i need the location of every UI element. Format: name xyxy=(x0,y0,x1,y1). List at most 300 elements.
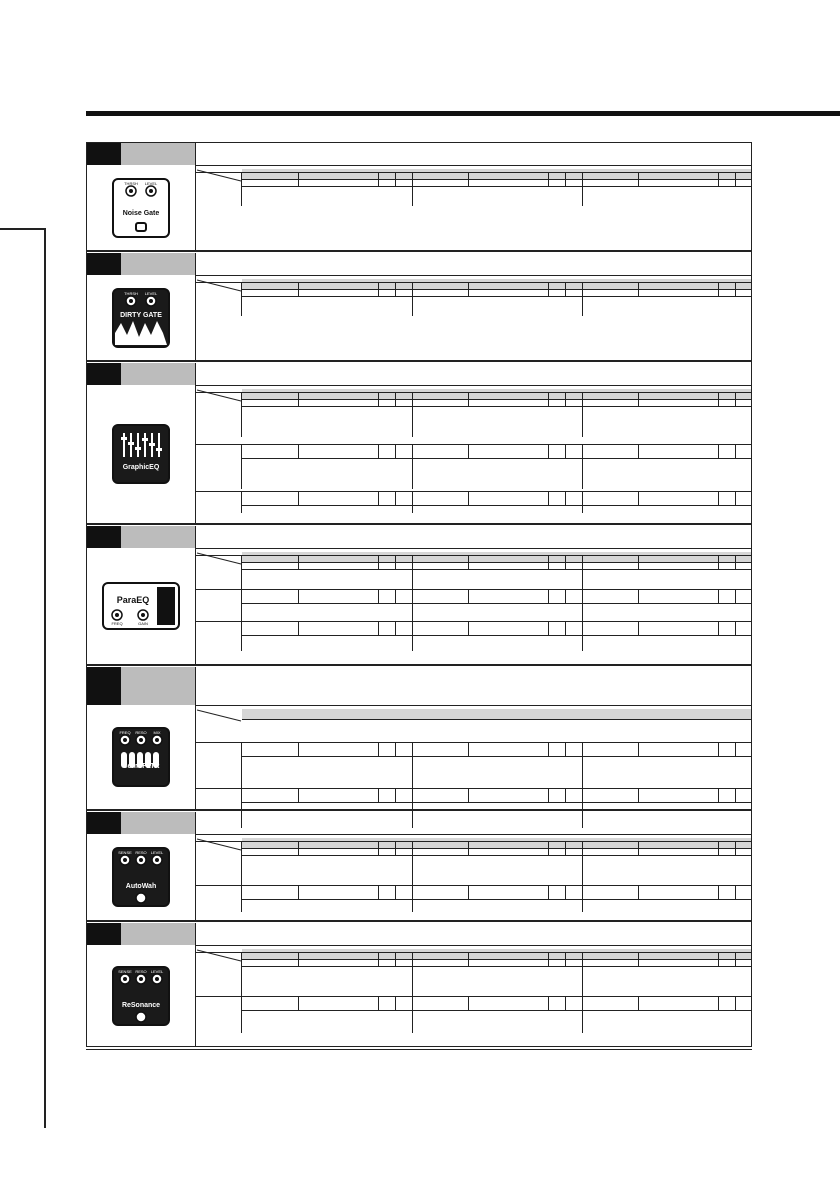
column-divider xyxy=(412,589,413,621)
effect-name-block xyxy=(121,253,195,275)
effect-name-block xyxy=(121,812,195,834)
parameter-cell xyxy=(412,172,582,206)
knob-center-icon xyxy=(123,738,127,742)
column-divider xyxy=(412,952,413,996)
pedal-illustration xyxy=(101,177,181,239)
cell-divider xyxy=(395,556,396,570)
cell-divider xyxy=(735,173,736,187)
parameter-subrow xyxy=(242,842,412,856)
pedal-image-cell xyxy=(87,705,196,809)
cell-divider xyxy=(735,590,736,604)
cell-divider xyxy=(298,886,299,900)
cell-divider xyxy=(468,492,469,506)
parameter-cell xyxy=(242,589,412,621)
knob-label: RESO xyxy=(135,969,147,974)
parameter-row-label xyxy=(195,841,242,885)
column-divider xyxy=(412,555,413,589)
pedal-image-cell xyxy=(87,385,196,523)
effect-number-block xyxy=(87,923,121,945)
knob-center-icon xyxy=(139,738,143,742)
parameter-cell xyxy=(242,952,412,996)
column-divider xyxy=(412,996,413,1033)
parameter-cell xyxy=(412,589,582,621)
column-divider xyxy=(582,952,583,996)
cell-divider xyxy=(735,997,736,1011)
cell-divider xyxy=(638,556,639,570)
cell-divider xyxy=(298,743,299,757)
cell-divider xyxy=(298,492,299,506)
cell-divider xyxy=(638,590,639,604)
parameter-row-label xyxy=(195,621,242,651)
cell-divider xyxy=(298,173,299,187)
cell-divider xyxy=(548,283,549,297)
cell-divider xyxy=(718,590,719,604)
cell-divider xyxy=(548,997,549,1011)
knob-label: LEVEL xyxy=(144,180,158,186)
effect-description xyxy=(195,526,751,549)
cell-divider xyxy=(735,886,736,900)
parameter-subrow xyxy=(582,743,751,757)
parameter-cell xyxy=(242,491,412,513)
parameter-subrow xyxy=(582,173,751,187)
slider-track-icon xyxy=(123,433,125,457)
column-divider xyxy=(412,491,413,513)
cell-divider xyxy=(735,393,736,407)
knob-label: MIX xyxy=(153,730,161,735)
cell-divider xyxy=(378,997,379,1011)
parameter-subrow xyxy=(582,393,751,407)
parameter-subrow xyxy=(412,283,582,297)
cell-divider xyxy=(735,622,736,636)
cell-divider xyxy=(548,622,549,636)
cell-divider xyxy=(298,953,299,967)
cell-divider xyxy=(718,842,719,856)
pedal-image-cell xyxy=(87,275,196,360)
effect-section-graphic-eq xyxy=(87,363,751,525)
cell-divider xyxy=(565,842,566,856)
knob-label: SENSE xyxy=(118,969,132,974)
parameter-subrow xyxy=(412,445,582,459)
cell-divider xyxy=(565,492,566,506)
cell-divider xyxy=(298,842,299,856)
knob-label: THRSH xyxy=(124,290,138,296)
cell-divider xyxy=(548,173,549,187)
parameter-subrow xyxy=(412,743,582,757)
cell-divider xyxy=(638,953,639,967)
cell-divider xyxy=(378,953,379,967)
slider-handle-icon xyxy=(135,447,141,450)
cell-divider xyxy=(638,997,639,1011)
knob-label: GAIN xyxy=(138,621,148,626)
parameter-subrow xyxy=(242,997,412,1011)
cell-divider xyxy=(638,886,639,900)
slider-handle-icon xyxy=(128,442,134,445)
cell-divider xyxy=(565,997,566,1011)
effect-description xyxy=(195,923,751,946)
cell-divider xyxy=(378,789,379,803)
cell-divider xyxy=(378,173,379,187)
effect-name-block xyxy=(121,363,195,385)
column-divider xyxy=(582,841,583,885)
effect-table xyxy=(86,142,752,1047)
column-divider xyxy=(582,555,583,589)
parameter-subrow xyxy=(412,842,582,856)
parameter-subrow xyxy=(582,997,751,1011)
effect-number-block xyxy=(87,143,121,165)
parameter-subrow xyxy=(242,556,412,570)
column-divider xyxy=(412,621,413,651)
pedal-illustration xyxy=(101,575,181,637)
parameter-cell xyxy=(582,841,751,885)
cell-divider xyxy=(565,173,566,187)
parameter-cell xyxy=(412,742,582,788)
parameter-cell xyxy=(582,952,751,996)
cell-divider xyxy=(378,743,379,757)
parameter-subrow xyxy=(242,393,412,407)
cell-divider xyxy=(565,743,566,757)
column-divider xyxy=(412,392,413,437)
cell-divider xyxy=(468,953,469,967)
cell-divider xyxy=(298,997,299,1011)
parameter-subrow xyxy=(582,622,751,636)
column-divider xyxy=(582,885,583,912)
pedal-illustration xyxy=(101,726,181,788)
cell-divider xyxy=(565,789,566,803)
column-divider xyxy=(582,996,583,1033)
cell-divider xyxy=(548,556,549,570)
cell-divider xyxy=(298,622,299,636)
effect-section-comb-fltr xyxy=(87,667,751,811)
effect-name-block xyxy=(121,923,195,945)
effect-number-block xyxy=(87,812,121,834)
parameter-subrow xyxy=(242,789,412,803)
knob-center-icon xyxy=(155,858,159,862)
cell-divider xyxy=(718,789,719,803)
parameter-subrow xyxy=(242,173,412,187)
parameter-cell xyxy=(582,555,751,589)
pedal-name-label: ParaEQ xyxy=(116,595,150,605)
parameter-cell xyxy=(412,996,582,1033)
parameter-subrow xyxy=(242,953,412,967)
pedal-name-label: ReSonance xyxy=(121,1002,161,1009)
cell-divider xyxy=(378,622,379,636)
slider-track-icon xyxy=(158,433,160,457)
cell-divider xyxy=(395,842,396,856)
parameter-subrow xyxy=(582,953,751,967)
column-divider xyxy=(582,392,583,437)
pedal-image-cell xyxy=(87,945,196,1047)
cell-divider xyxy=(395,997,396,1011)
knob-center-icon xyxy=(115,613,119,617)
column-divider xyxy=(412,172,413,206)
top-rule xyxy=(86,111,840,116)
column-divider xyxy=(412,841,413,885)
effect-number-block xyxy=(87,667,121,705)
cell-divider xyxy=(718,743,719,757)
pedal-body xyxy=(113,425,169,483)
cell-divider xyxy=(298,556,299,570)
pedal-illustration xyxy=(101,423,181,485)
parameter-cell xyxy=(242,742,412,788)
parameter-cell xyxy=(242,885,412,912)
knob-label: FREQ xyxy=(111,621,123,626)
effect-name-block xyxy=(121,143,195,165)
slider-track-icon xyxy=(137,433,139,457)
cell-divider xyxy=(468,842,469,856)
cell-divider xyxy=(395,492,396,506)
knob-center-icon xyxy=(155,738,159,742)
cell-divider xyxy=(718,173,719,187)
parameter-cell xyxy=(582,282,751,316)
parameter-cell xyxy=(242,621,412,651)
parameter-row-label xyxy=(195,555,242,589)
effect-section-resonance xyxy=(87,923,751,1047)
parameter-subrow xyxy=(412,622,582,636)
parameter-row-label xyxy=(195,444,242,489)
parameter-cell xyxy=(412,952,582,996)
parameter-cell xyxy=(242,841,412,885)
bottom-rule xyxy=(86,1049,752,1050)
parameter-cell xyxy=(582,621,751,651)
footswitch-icon xyxy=(136,893,146,903)
parameter-row-label xyxy=(195,589,242,621)
parameter-cell xyxy=(412,444,582,489)
column-divider xyxy=(412,742,413,788)
parameter-subrow xyxy=(582,842,751,856)
column-divider xyxy=(582,621,583,651)
cell-divider xyxy=(718,622,719,636)
cell-divider xyxy=(718,886,719,900)
knob-center-icon xyxy=(149,299,153,303)
cell-divider xyxy=(395,886,396,900)
slider-track-icon xyxy=(144,433,146,457)
cell-divider xyxy=(548,842,549,856)
knob-label: RESO xyxy=(135,730,147,735)
parameter-subrow xyxy=(242,622,412,636)
knob-center-icon xyxy=(139,858,143,862)
parameter-subrow xyxy=(582,445,751,459)
effect-section-para-eq xyxy=(87,526,751,666)
effect-number-block xyxy=(87,253,121,275)
cell-divider xyxy=(735,556,736,570)
cell-divider xyxy=(718,393,719,407)
parameter-cell xyxy=(412,282,582,316)
cell-divider xyxy=(395,953,396,967)
slider-handle-icon xyxy=(142,438,148,441)
cell-divider xyxy=(735,283,736,297)
parameter-subrow xyxy=(582,590,751,604)
pedal-image-cell xyxy=(87,165,196,250)
column-divider xyxy=(412,282,413,316)
cell-divider xyxy=(718,492,719,506)
parameter-row-label xyxy=(195,491,242,513)
parameter-row-label xyxy=(195,996,242,1033)
cell-divider xyxy=(378,842,379,856)
knob-center-icon xyxy=(155,977,159,981)
cell-divider xyxy=(548,953,549,967)
parameter-cell xyxy=(582,996,751,1033)
effect-description xyxy=(195,143,751,166)
parameter-subrow xyxy=(242,590,412,604)
parameter-subrow xyxy=(582,556,751,570)
parameter-subrow xyxy=(412,556,582,570)
knob-label: THRSH xyxy=(124,180,138,186)
parameter-cell xyxy=(412,491,582,513)
cell-divider xyxy=(395,743,396,757)
knob-center-icon xyxy=(123,977,127,981)
cell-divider xyxy=(378,886,379,900)
slider-handle-icon xyxy=(121,437,127,440)
cell-divider xyxy=(395,173,396,187)
cell-divider xyxy=(638,283,639,297)
parameter-cell xyxy=(242,282,412,316)
knob-center-icon xyxy=(129,299,133,303)
effect-section-auto-wah xyxy=(87,812,751,922)
cell-divider xyxy=(548,445,549,459)
column-divider xyxy=(412,444,413,489)
knob-label: LEVEL xyxy=(150,850,164,855)
cell-divider xyxy=(638,492,639,506)
cell-divider xyxy=(298,445,299,459)
cell-divider xyxy=(378,492,379,506)
effect-description xyxy=(195,667,751,706)
pedal-image-cell xyxy=(87,834,196,920)
column-divider xyxy=(582,589,583,621)
parameter-subrow xyxy=(412,173,582,187)
parameter-cell xyxy=(412,885,582,912)
parameter-cell xyxy=(242,392,412,437)
cell-divider xyxy=(468,283,469,297)
cell-divider xyxy=(735,789,736,803)
cell-divider xyxy=(565,622,566,636)
parameter-cell xyxy=(242,444,412,489)
column-header-3 xyxy=(582,709,751,720)
cell-divider xyxy=(548,886,549,900)
cell-divider xyxy=(548,789,549,803)
parameter-cell xyxy=(582,885,751,912)
effect-description xyxy=(195,253,751,276)
pedal-image-cell xyxy=(87,548,196,664)
cell-divider xyxy=(638,445,639,459)
cell-divider xyxy=(638,842,639,856)
cell-divider xyxy=(395,283,396,297)
cell-divider xyxy=(565,283,566,297)
parameter-cell xyxy=(582,589,751,621)
slider-handle-icon xyxy=(156,448,162,451)
effect-section-noise-gate xyxy=(87,143,751,252)
cell-divider xyxy=(468,997,469,1011)
parameter-subrow xyxy=(412,590,582,604)
cell-divider xyxy=(378,590,379,604)
cell-divider xyxy=(565,886,566,900)
pedal-illustration xyxy=(101,965,181,1027)
cell-divider xyxy=(718,953,719,967)
effect-number-block xyxy=(87,526,121,548)
cell-divider xyxy=(395,393,396,407)
parameter-subrow xyxy=(582,789,751,803)
parameter-cell xyxy=(582,742,751,788)
parameter-subrow xyxy=(582,283,751,297)
cell-divider xyxy=(395,445,396,459)
cell-divider xyxy=(638,173,639,187)
parameter-cell xyxy=(582,444,751,489)
parameter-row-label xyxy=(195,392,242,437)
cell-divider xyxy=(735,492,736,506)
parameter-row-label xyxy=(195,952,242,996)
cell-divider xyxy=(565,393,566,407)
pedal-name-label: GraphicEQ xyxy=(122,464,160,471)
effect-name-block xyxy=(121,526,195,548)
pedal-illustration xyxy=(101,287,181,349)
pedal-illustration xyxy=(101,846,181,908)
slider-handle-icon xyxy=(149,443,155,446)
parameter-cell xyxy=(582,392,751,437)
cell-divider xyxy=(468,743,469,757)
cell-divider xyxy=(718,556,719,570)
effect-description xyxy=(195,812,751,835)
cell-divider xyxy=(548,492,549,506)
parameter-cell xyxy=(412,621,582,651)
cell-divider xyxy=(565,953,566,967)
cell-divider xyxy=(468,622,469,636)
knob-center-icon xyxy=(123,858,127,862)
pedal-name-label: Noise Gate xyxy=(122,209,160,217)
cell-divider xyxy=(468,173,469,187)
knob-label: FREQ xyxy=(119,730,131,735)
diagonal-line xyxy=(197,710,241,721)
cell-divider xyxy=(638,789,639,803)
parameter-subrow xyxy=(412,997,582,1011)
footswitch-icon xyxy=(136,223,146,231)
knob-label: RESO xyxy=(135,850,147,855)
cell-divider xyxy=(378,556,379,570)
parameter-subrow xyxy=(582,886,751,900)
column-divider xyxy=(582,491,583,513)
footswitch-icon xyxy=(136,1012,146,1022)
cell-divider xyxy=(565,556,566,570)
knob-center-icon xyxy=(149,189,153,193)
cell-divider xyxy=(638,622,639,636)
parameter-row-label xyxy=(195,282,242,316)
cell-divider xyxy=(718,997,719,1011)
cell-divider xyxy=(468,886,469,900)
column-divider xyxy=(582,444,583,489)
effect-description xyxy=(195,363,751,386)
pedal-name-label: CombFLTR xyxy=(122,763,160,770)
cell-divider xyxy=(468,590,469,604)
cell-divider xyxy=(298,283,299,297)
cell-divider xyxy=(548,393,549,407)
parameter-row-label xyxy=(195,172,242,206)
cell-divider xyxy=(378,393,379,407)
knob-center-icon xyxy=(139,977,143,981)
parameter-subrow xyxy=(242,445,412,459)
cell-divider xyxy=(565,445,566,459)
parameter-cell xyxy=(242,172,412,206)
effect-name-block xyxy=(121,667,195,705)
corner-diagonal xyxy=(195,709,242,722)
pedal-name-label: AutoWah xyxy=(125,883,157,890)
parameter-subrow xyxy=(242,886,412,900)
knob-center-icon xyxy=(129,189,133,193)
cell-divider xyxy=(468,789,469,803)
cell-divider xyxy=(735,842,736,856)
parameter-cell xyxy=(412,555,582,589)
cell-divider xyxy=(718,445,719,459)
parameter-subrow xyxy=(412,953,582,967)
parameter-subrow xyxy=(242,283,412,297)
parameter-subrow xyxy=(242,743,412,757)
